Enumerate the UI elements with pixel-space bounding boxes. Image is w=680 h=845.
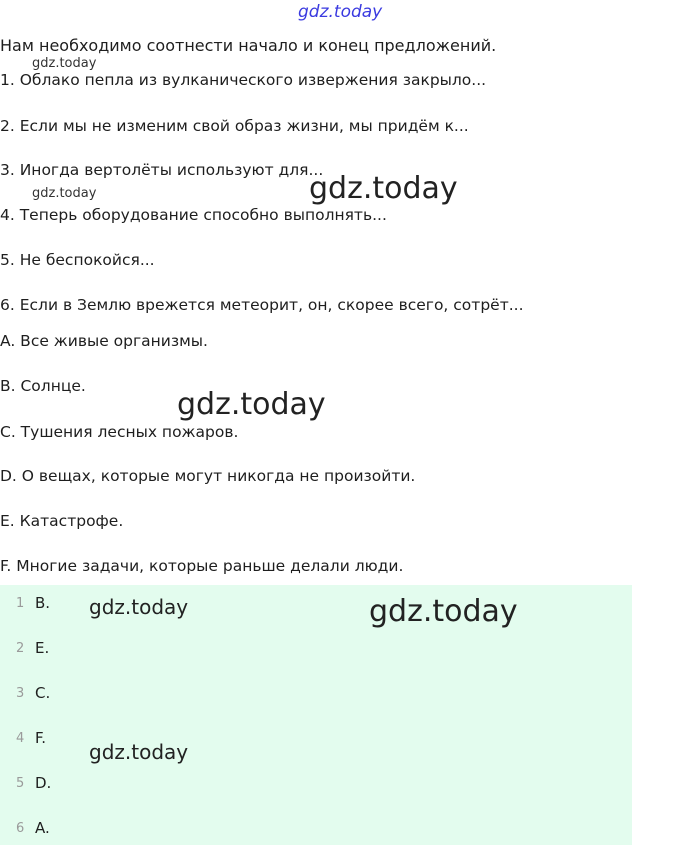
answer-row — [16, 817, 50, 839]
answer-value: F. — [35, 729, 46, 747]
sentence-beginning: 6. Если в Землю врежется метеорит, он, скорее всего, сотрёт... — [0, 296, 524, 314]
sentence-ending: F. Многие задачи, которые раньше делали люди. — [0, 557, 404, 575]
answer-number: 3 — [16, 685, 25, 701]
answer-row — [16, 772, 51, 794]
sentence-ending: A. Все живые организмы. — [0, 332, 208, 350]
watermark: gdz.today — [89, 595, 189, 619]
sentence-beginning: 3. Иногда вертолёты используют для... — [0, 161, 324, 179]
watermark: gdz.today — [369, 594, 518, 629]
watermark-top: gdz.today — [298, 2, 383, 22]
answer-number: 4 — [16, 730, 25, 746]
answer-row — [16, 682, 50, 704]
sentence-ending: E. Катастрофе. — [0, 512, 124, 530]
watermark: gdz.today — [89, 740, 189, 764]
answer-row — [16, 637, 49, 659]
sentence-ending: C. Тушения лесных пожаров. — [0, 423, 239, 441]
answer-row — [16, 727, 46, 749]
task-intro: Нам необходимо соотнести начало и конец предложений. — [0, 36, 497, 55]
answer-value: D. — [35, 774, 52, 792]
answer-row — [16, 592, 50, 614]
watermark: gdz.today — [32, 186, 97, 201]
answer-value: B. — [35, 594, 51, 612]
sentence-ending: B. Солнце. — [0, 377, 86, 395]
sentence-beginning: 2. Если мы не изменим свой образ жизни, мы придём к... — [0, 117, 469, 135]
sentence-beginning: 1. Облако пепла из вулканического извержения закрыло... — [0, 71, 487, 89]
answer-number: 6 — [16, 820, 25, 836]
answer-value: C. — [35, 684, 51, 702]
sentence-beginning: 5. Не беспокойся... — [0, 251, 155, 269]
answer-value: E. — [35, 639, 50, 657]
answer-number: 1 — [16, 595, 25, 611]
watermark: gdz.today — [177, 387, 326, 422]
answer-number: 2 — [16, 640, 25, 656]
sentence-ending: D. О вещах, которые могут никогда не произойти. — [0, 467, 416, 485]
answers-panel — [0, 585, 632, 845]
watermark: gdz.today — [32, 56, 97, 71]
answer-number: 5 — [16, 775, 25, 791]
answer-value: A. — [35, 819, 50, 837]
sentence-beginning: 4. Теперь оборудование способно выполнять... — [0, 206, 387, 224]
watermark: gdz.today — [309, 171, 458, 206]
